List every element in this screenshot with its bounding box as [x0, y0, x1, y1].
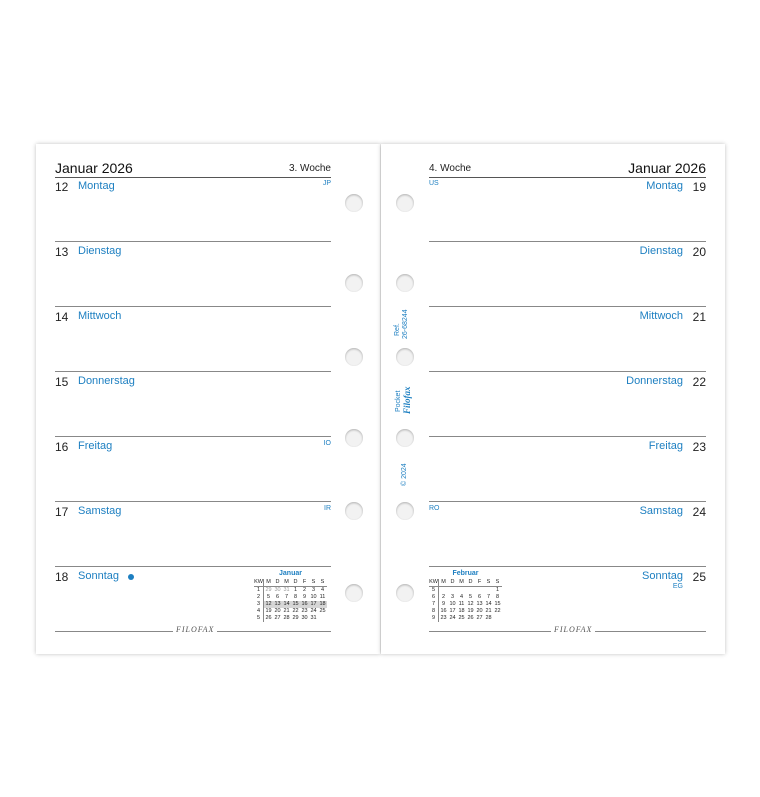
mini-calendar-day-cell: 31 — [310, 615, 317, 621]
day-name: Samstag — [78, 505, 122, 517]
binder-hole — [396, 502, 414, 520]
mini-calendar-day-cell: 7 — [284, 594, 289, 600]
mini-calendar-week-number: 3 — [254, 601, 264, 608]
mini-calendar-day-cell: 25 — [319, 608, 326, 614]
mini-calendar-day-cell — [457, 587, 466, 595]
mini-calendar-header-cell: S — [309, 579, 318, 587]
mini-calendar-day-cell: 25 — [458, 615, 465, 621]
day-name: Donnerstag — [78, 375, 135, 387]
mini-calendar-day-cell: 16 — [440, 608, 447, 614]
day-number: 19 — [692, 180, 706, 194]
day-number: 15 — [55, 375, 69, 389]
mini-calendar-day-cell: 18 — [458, 608, 465, 614]
day-name: Sonntag — [78, 570, 119, 582]
mini-calendar-day-cell: 17 — [449, 608, 456, 614]
mini-calendar-title: Februar — [452, 570, 479, 577]
binder-hole — [345, 274, 363, 292]
mini-calendar-februar — [429, 570, 502, 622]
mini-calendar-day-cell: 28 — [283, 615, 290, 621]
left-page — [36, 144, 380, 654]
day-name: Dienstag — [639, 245, 683, 257]
binder-hole — [345, 429, 363, 447]
day-number: 18 — [55, 570, 69, 584]
mini-calendar-day-cell: 24 — [310, 608, 317, 614]
mini-calendar-day-cell: 17 — [310, 601, 317, 607]
spine-brand-logo: Filofax — [402, 386, 412, 414]
day-row[interactable] — [429, 307, 706, 372]
mini-calendar-header-cell: F — [475, 579, 484, 587]
mini-calendar-day-cell: 26 — [265, 615, 272, 621]
day-number: 24 — [692, 505, 706, 519]
mini-calendar-day-cell — [484, 587, 493, 595]
mini-calendar-header-cell: M — [457, 579, 466, 587]
mini-calendar-day-cell: 12 — [265, 601, 272, 607]
day-number: 17 — [55, 505, 69, 519]
mini-calendar-day-cell: 13 — [274, 601, 281, 607]
day-name: Montag — [646, 180, 683, 192]
mini-calendar-day-cell — [466, 587, 475, 595]
day-row[interactable] — [429, 242, 706, 307]
mini-calendar-day-cell: 27 — [274, 615, 281, 621]
mini-calendar-day-cell: 6 — [477, 594, 482, 600]
binder-hole — [396, 194, 414, 212]
holiday-code: EG — [672, 583, 683, 590]
mini-calendar-day-cell: 22 — [494, 608, 501, 614]
mini-calendar-day-cell — [439, 587, 449, 595]
mini-calendar-day-cell: 13 — [476, 601, 483, 607]
mini-calendar-day-cell: 31 — [283, 587, 290, 593]
mini-calendar-day-cell: 20 — [476, 608, 483, 614]
mini-calendar-day-cell: 30 — [301, 615, 308, 621]
holiday-code: IR — [324, 505, 331, 512]
day-number: 25 — [692, 570, 706, 584]
left-week-label: 3. Woche — [288, 163, 331, 174]
mini-calendar-day-cell: 23 — [301, 608, 308, 614]
binder-hole — [345, 584, 363, 602]
mini-calendar-week-number: 9 — [429, 615, 439, 622]
mini-calendar-day-cell: 9 — [302, 594, 307, 600]
day-row[interactable] — [55, 177, 331, 242]
left-month-title: Januar 2026 — [55, 160, 133, 176]
mini-calendar-day-cell: 28 — [485, 615, 492, 621]
binder-hole — [345, 194, 363, 212]
day-name: Montag — [78, 180, 115, 192]
mini-calendar-week-number: 5 — [429, 587, 439, 595]
mini-calendar-day-cell: 21 — [283, 608, 290, 614]
mini-calendar-header-cell: M — [264, 579, 274, 587]
mini-calendar-week-number: 8 — [429, 608, 439, 615]
mini-calendar-day-cell: 10 — [449, 601, 456, 607]
mini-calendar-day-cell: 16 — [301, 601, 308, 607]
mini-calendar-header-cell: KW — [254, 579, 263, 585]
holiday-code: RO — [429, 505, 440, 512]
mini-calendar-day-cell: 12 — [467, 601, 474, 607]
mini-calendar-januar — [254, 570, 327, 622]
mini-calendar-day-cell — [318, 615, 327, 622]
binder-hole — [396, 348, 414, 366]
mini-calendar-day-cell: 24 — [449, 615, 456, 621]
day-row[interactable] — [55, 372, 331, 437]
mini-calendar-week-number: 5 — [254, 615, 264, 622]
day-row[interactable] — [55, 502, 331, 567]
day-name: Samstag — [639, 505, 683, 517]
day-name: Sonntag — [642, 570, 683, 582]
day-name: Donnerstag — [626, 375, 683, 387]
spine-ref-code: 26-68244 — [402, 309, 409, 339]
day-row[interactable] — [429, 437, 706, 502]
day-number: 13 — [55, 245, 69, 259]
left-footer-logo: FILOFAX — [173, 625, 217, 634]
holiday-code: JP — [322, 180, 331, 187]
mini-calendar-day-cell: 15 — [494, 601, 501, 607]
spine-pocket: Pocket — [395, 390, 402, 412]
mini-calendar-header-cell: F — [300, 579, 309, 587]
mini-calendar-day-cell: 21 — [485, 608, 492, 614]
mini-calendar-day-cell: 15 — [292, 601, 299, 607]
mini-calendar-day-cell: 19 — [467, 608, 474, 614]
mini-calendar-day-cell: 4 — [320, 587, 325, 593]
day-name: Dienstag — [78, 245, 122, 257]
mini-calendar-header-cell: S — [484, 579, 493, 587]
day-number: 21 — [692, 310, 706, 324]
mini-calendar-day-cell: 18 — [319, 601, 326, 607]
mini-calendar-week-number: 4 — [254, 608, 264, 615]
mini-calendar-day-cell: 3 — [311, 587, 316, 593]
mini-calendar-header-cell: KW — [429, 579, 438, 585]
mini-calendar-header-cell: D — [273, 579, 282, 587]
right-month-title: Januar 2026 — [628, 160, 706, 176]
mini-calendar-day-cell: 20 — [274, 608, 281, 614]
mini-calendar-header-cell: M — [439, 579, 449, 587]
spine-ref-label: Ref. — [394, 323, 401, 336]
day-name: Mittwoch — [639, 310, 683, 322]
mini-calendar-day-cell — [448, 587, 457, 595]
mini-calendar-day-cell: 30 — [274, 587, 281, 593]
mini-calendar-week-number: 1 — [254, 587, 264, 595]
day-number: 16 — [55, 440, 69, 454]
day-number: 20 — [692, 245, 706, 259]
mini-calendar-day-cell: 3 — [450, 594, 455, 600]
spine-copyright: © 2024 — [401, 463, 408, 486]
binder-hole — [396, 584, 414, 602]
mini-calendar-header-cell: D — [448, 579, 457, 587]
mini-calendar-header-cell: D — [291, 579, 300, 587]
binder-hole — [345, 348, 363, 366]
day-number: 14 — [55, 310, 69, 324]
mini-calendar-day-cell: 11 — [319, 594, 326, 600]
mini-calendar-header-cell: S — [318, 579, 327, 587]
day-row[interactable] — [429, 502, 706, 567]
sunday-dot-icon — [128, 574, 134, 580]
day-row[interactable] — [55, 242, 331, 307]
mini-calendar-day-cell: 4 — [459, 594, 464, 600]
right-week-label: 4. Woche — [429, 163, 472, 174]
binder-hole — [396, 429, 414, 447]
binder-hole — [396, 274, 414, 292]
mini-calendar-day-cell: 8 — [293, 594, 298, 600]
mini-calendar-day-cell: 7 — [486, 594, 491, 600]
holiday-code: US — [429, 180, 439, 187]
mini-calendar-day-cell — [475, 587, 484, 595]
day-row[interactable] — [55, 307, 331, 372]
day-name: Mittwoch — [78, 310, 122, 322]
mini-calendar-header-cell: D — [466, 579, 475, 587]
mini-calendar-day-cell: 27 — [476, 615, 483, 621]
mini-calendar-grid — [254, 579, 327, 622]
mini-calendar-title: Januar — [279, 570, 302, 577]
mini-calendar-day-cell: 14 — [485, 601, 492, 607]
mini-calendar-day-cell: 29 — [265, 587, 272, 593]
day-number: 12 — [55, 180, 69, 194]
mini-calendar-week-number: 6 — [429, 594, 439, 601]
day-name: Freitag — [648, 440, 683, 452]
mini-calendar-day-cell: 2 — [441, 594, 446, 600]
mini-calendar-day-cell: 5 — [266, 594, 271, 600]
mini-calendar-day-cell: 14 — [283, 601, 290, 607]
mini-calendar-day-cell: 22 — [292, 608, 299, 614]
mini-calendar-grid — [429, 579, 502, 622]
mini-calendar-day-cell: 8 — [495, 594, 500, 600]
mini-calendar-day-cell: 1 — [495, 587, 500, 593]
mini-calendar-day-cell: 10 — [310, 594, 317, 600]
mini-calendar-day-cell: 2 — [302, 587, 307, 593]
mini-calendar-day-cell: 1 — [293, 587, 298, 593]
day-number: 23 — [692, 440, 706, 454]
mini-calendar-day-cell — [493, 615, 502, 622]
mini-calendar-day-cell: 23 — [440, 615, 447, 621]
right-page — [381, 144, 725, 654]
mini-calendar-day-cell: 19 — [265, 608, 272, 614]
day-row[interactable] — [429, 177, 706, 242]
day-row[interactable] — [429, 372, 706, 437]
binder-hole — [345, 502, 363, 520]
mini-calendar-week-number: 7 — [429, 601, 439, 608]
day-name: Freitag — [78, 440, 113, 452]
mini-calendar-day-cell: 29 — [292, 615, 299, 621]
mini-calendar-day-cell: 26 — [467, 615, 474, 621]
day-row[interactable] — [55, 437, 331, 502]
right-footer-logo: FILOFAX — [551, 625, 595, 634]
mini-calendar-day-cell: 6 — [275, 594, 280, 600]
mini-calendar-day-cell: 11 — [458, 601, 465, 607]
mini-calendar-day-cell: 9 — [441, 601, 446, 607]
mini-calendar-header-cell: M — [282, 579, 291, 587]
mini-calendar-day-cell: 5 — [468, 594, 473, 600]
day-number: 22 — [692, 375, 706, 389]
mini-calendar-header-cell: S — [493, 579, 502, 587]
holiday-code: IO — [323, 440, 331, 447]
mini-calendar-week-number: 2 — [254, 594, 264, 601]
